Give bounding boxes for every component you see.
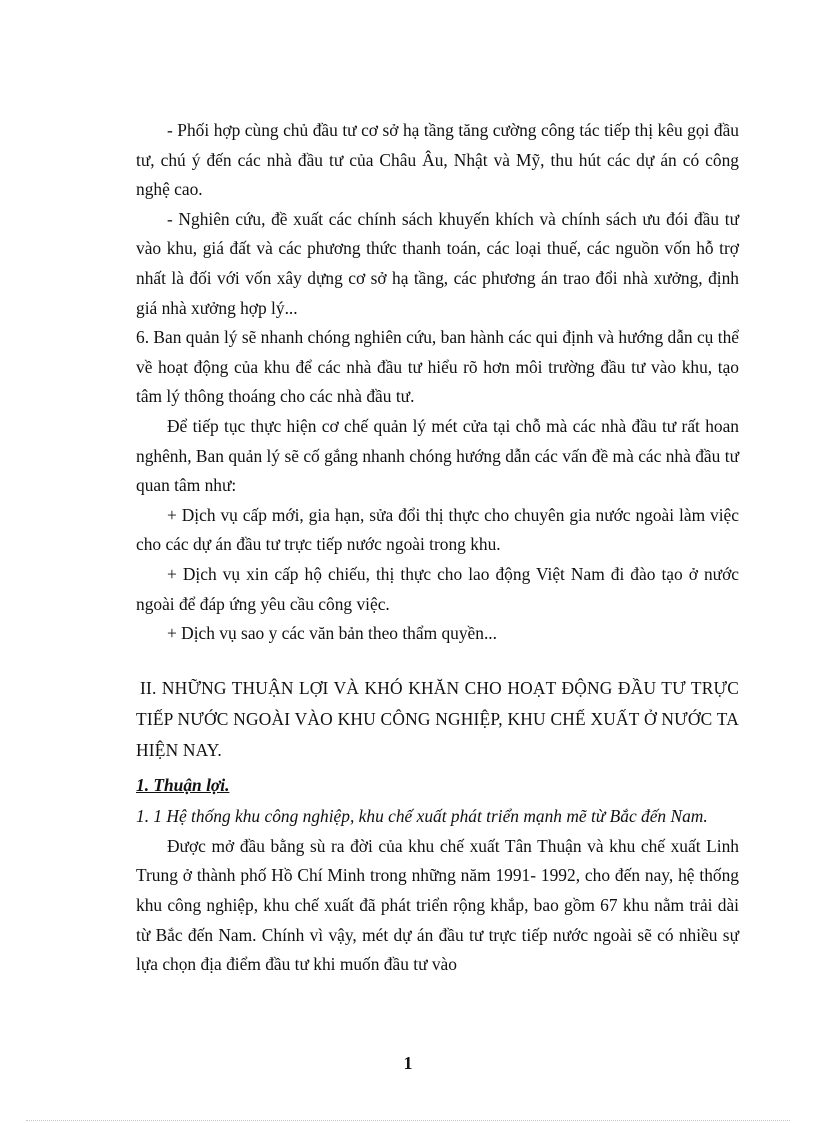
- subsection-heading: 1. Thuận lợi.: [136, 774, 230, 795]
- section-heading: II. NHỮNG THUẬN LỢI VÀ KHÓ KHĂN CHO HOẠT ĐỘNG ĐẦU TƯ TRỰC TIẾP NƯỚC NGOÀI VÀO KHU CÔNG NGHIỆP, KHU CHẾ XUẤT Ở NƯỚC TA HIỆN NAY.: [136, 677, 739, 760]
- page-bottom-border: [26, 1120, 790, 1121]
- paragraph-cooperation: - Phối hợp cùng chủ đầu tư cơ sở hạ tầng tăng cường công tác tiếp thị kêu gọi đầu tư, chú ý đến các nhà đầu tư của Châu Âu, Nhật và Mỹ, thu hút các dự án có công nghệ cao.: [136, 120, 739, 200]
- body-paragraph: Được mở đầu bằng sù ra đời của khu chế xuất Tân Thuận và khu chế xuất Linh Trung ở thành phố Hồ Chí Minh trong những năm 1991- 1992, cho đến nay, hệ thống khu công nghiệp, khu chế xuất đã phát triển rộng khắp, bao gồm 67 khu nằm trải dài từ Bắc đến Nam. Chính vì vậy, mét dự án đầu tư trực tiếp nước ngoài sẽ có nhiều sự lựa chọn địa điểm đầu tư khi muốn đầu tư vào: [136, 835, 739, 975]
- paragraph-one-stop-mechanism: Để tiếp tục thực hiện cơ chế quản lý mét cửa tại chỗ mà các nhà đầu tư rất hoan nghênh, Ban quản lý sẽ cố gắng nhanh chóng hướng dẫn các vấn đề mà các nhà đầu tư quan tâm như:: [136, 415, 739, 496]
- paragraph-item-6: 6. Ban quản lý sẽ nhanh chóng nghiên cứu, ban hành các qui định và hướng dẫn cụ thể về hoạt động của khu để các nhà đầu tư hiểu rõ hơn môi trường đầu tư vào khu, tạo tâm lý thông thoáng cho các nhà đầu tư.: [136, 327, 739, 407]
- list-item-certification-service: + Dịch vụ sao y các văn bản theo thẩm quyền...: [167, 623, 497, 644]
- list-item-visa-service: + Dịch vụ cấp mới, gia hạn, sửa đổi thị thực cho chuyên gia nước ngoài làm việc cho các dự án đầu tư trực tiếp nước ngoài trong khu.: [136, 504, 739, 555]
- sub-subsection-heading: 1. 1 Hệ thống khu công nghiệp, khu chế xuất phát triển mạnh mẽ từ Bắc đến Nam.: [136, 806, 708, 827]
- page-content: [136, 116, 739, 980]
- list-item-passport-service: + Dịch vụ xin cấp hộ chiếu, thị thực cho lao động Việt Nam đi đào tạo ở nước ngoài để đáp ứng yêu cầu công việc.: [136, 563, 739, 614]
- page-number: 1: [403, 1053, 413, 1073]
- paragraph-research-policies: - Nghiên cứu, đề xuất các chính sách khuyến khích và chính sách ưu đói đầu tư vào khu, giá đất và các phương thức thanh toán, các loại thuế, các nguồn vốn hỗ trợ nhất là đối với vốn xây dựng cơ sở hạ tầng, các phương án trao đổi nhà xưởng, định giá nhà xưởng hợp lý...: [136, 208, 739, 318]
